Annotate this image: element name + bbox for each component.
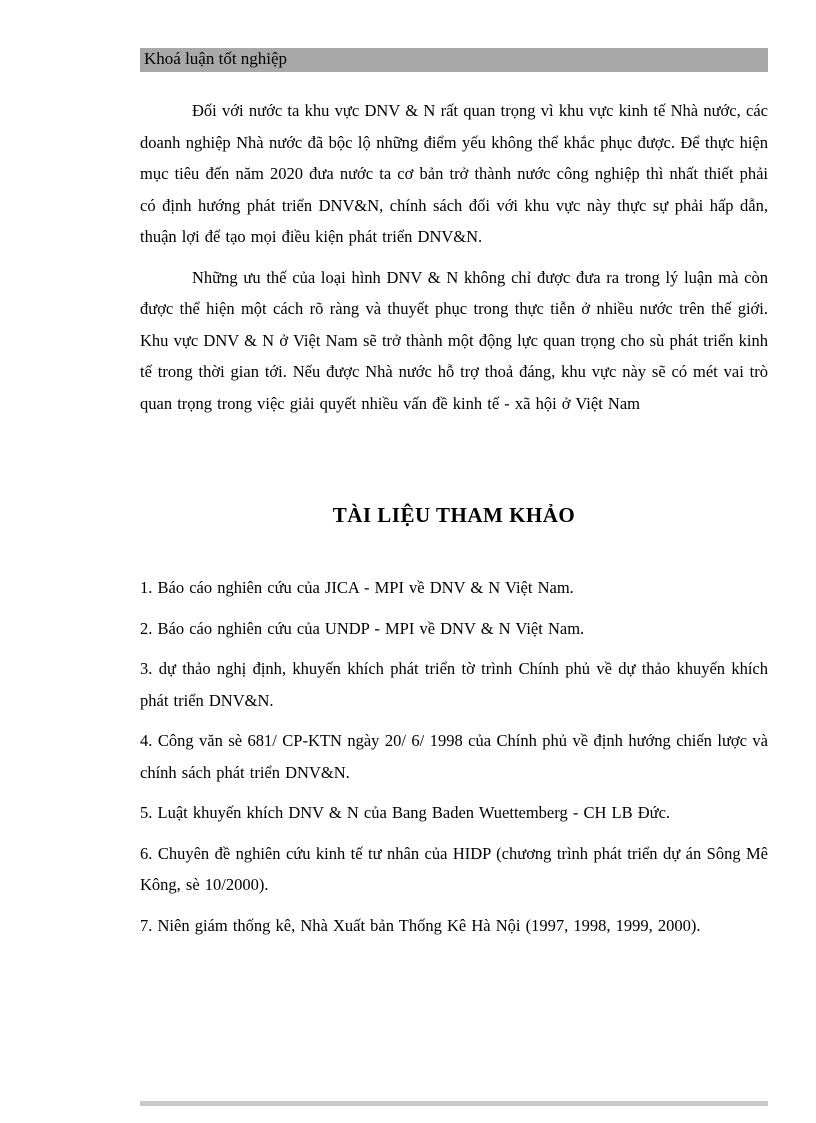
header-title: Khoá luận tốt nghiệp xyxy=(144,49,288,68)
reference-item: 7. Niên giám thống kê, Nhà Xuất bản Thống Kê Hà Nội (1997, 1998, 1999, 2000). xyxy=(140,915,701,935)
reference-item: 6. Chuyên đề nghiên cứu kinh tế tư nhân của HIDP (chương trình phát triển dự án Sông Mê Kông, sè 10/2000). xyxy=(140,843,768,894)
footer-rule xyxy=(140,1101,768,1106)
section-title: TÀI LIỆU THAM KHẢO xyxy=(332,503,576,527)
reference-item: 2. Báo cáo nghiên cứu của UNDP - MPI về DNV & N Việt Nam. xyxy=(140,618,585,638)
body-paragraph-1: Đối với nước ta khu vực DNV & N rất quan trọng vì khu vực kinh tế Nhà nước, các doanh nghiệp Nhà nước đã bộc lộ những điểm yếu không thể khắc phục được. Để thực hiện mục tiêu đến năm 2020 đưa nước ta cơ bản trở thành nước công nghiệp thì nhất thiết phải có định hướng phát triển DNV&N, chính sách đối với khu vực này thực sự phải hấp dẫn, thuận lợi để tạo mọi điều kiện phát triển DNV&N. xyxy=(140,101,768,246)
body-paragraph-2: Những ưu thế của loại hình DNV & N không chỉ được đưa ra trong lý luận mà còn được thể hiện một cách rõ ràng và thuyết phục trong thực tiễn ở nhiều nước trên thế giới. Khu vực DNV & N ở Việt Nam sẽ trở thành một động lực quan trọng cho sù phát triển kinh tế trong thời gian tới. Nếu được Nhà nước hỗ trợ thoả đáng, khu vực này sẽ có mét vai trò quan trọng trong việc giải quyết nhiều vấn đề kinh tế - xã hội ở Việt Nam xyxy=(140,267,768,413)
document-content xyxy=(140,48,768,950)
page-header xyxy=(140,48,768,72)
reference-item: 4. Công văn sè 681/ CP-KTN ngày 20/ 6/ 1998 của Chính phủ về định hướng chiến lược và chính sách phát triển DNV&N. xyxy=(140,731,768,782)
references-list xyxy=(140,572,768,941)
reference-item: 5. Luật khuyến khích DNV & N của Bang Baden Wuettemberg - CH LB Đức. xyxy=(140,803,671,822)
reference-item: 3. dự thảo nghị định, khuyến khích phát triển tờ trình Chính phủ về dự thảo khuyến khích phát triển DNV&N. xyxy=(140,659,768,710)
reference-item: 1. Báo cáo nghiên cứu của JICA - MPI về DNV & N Việt Nam. xyxy=(140,578,574,597)
